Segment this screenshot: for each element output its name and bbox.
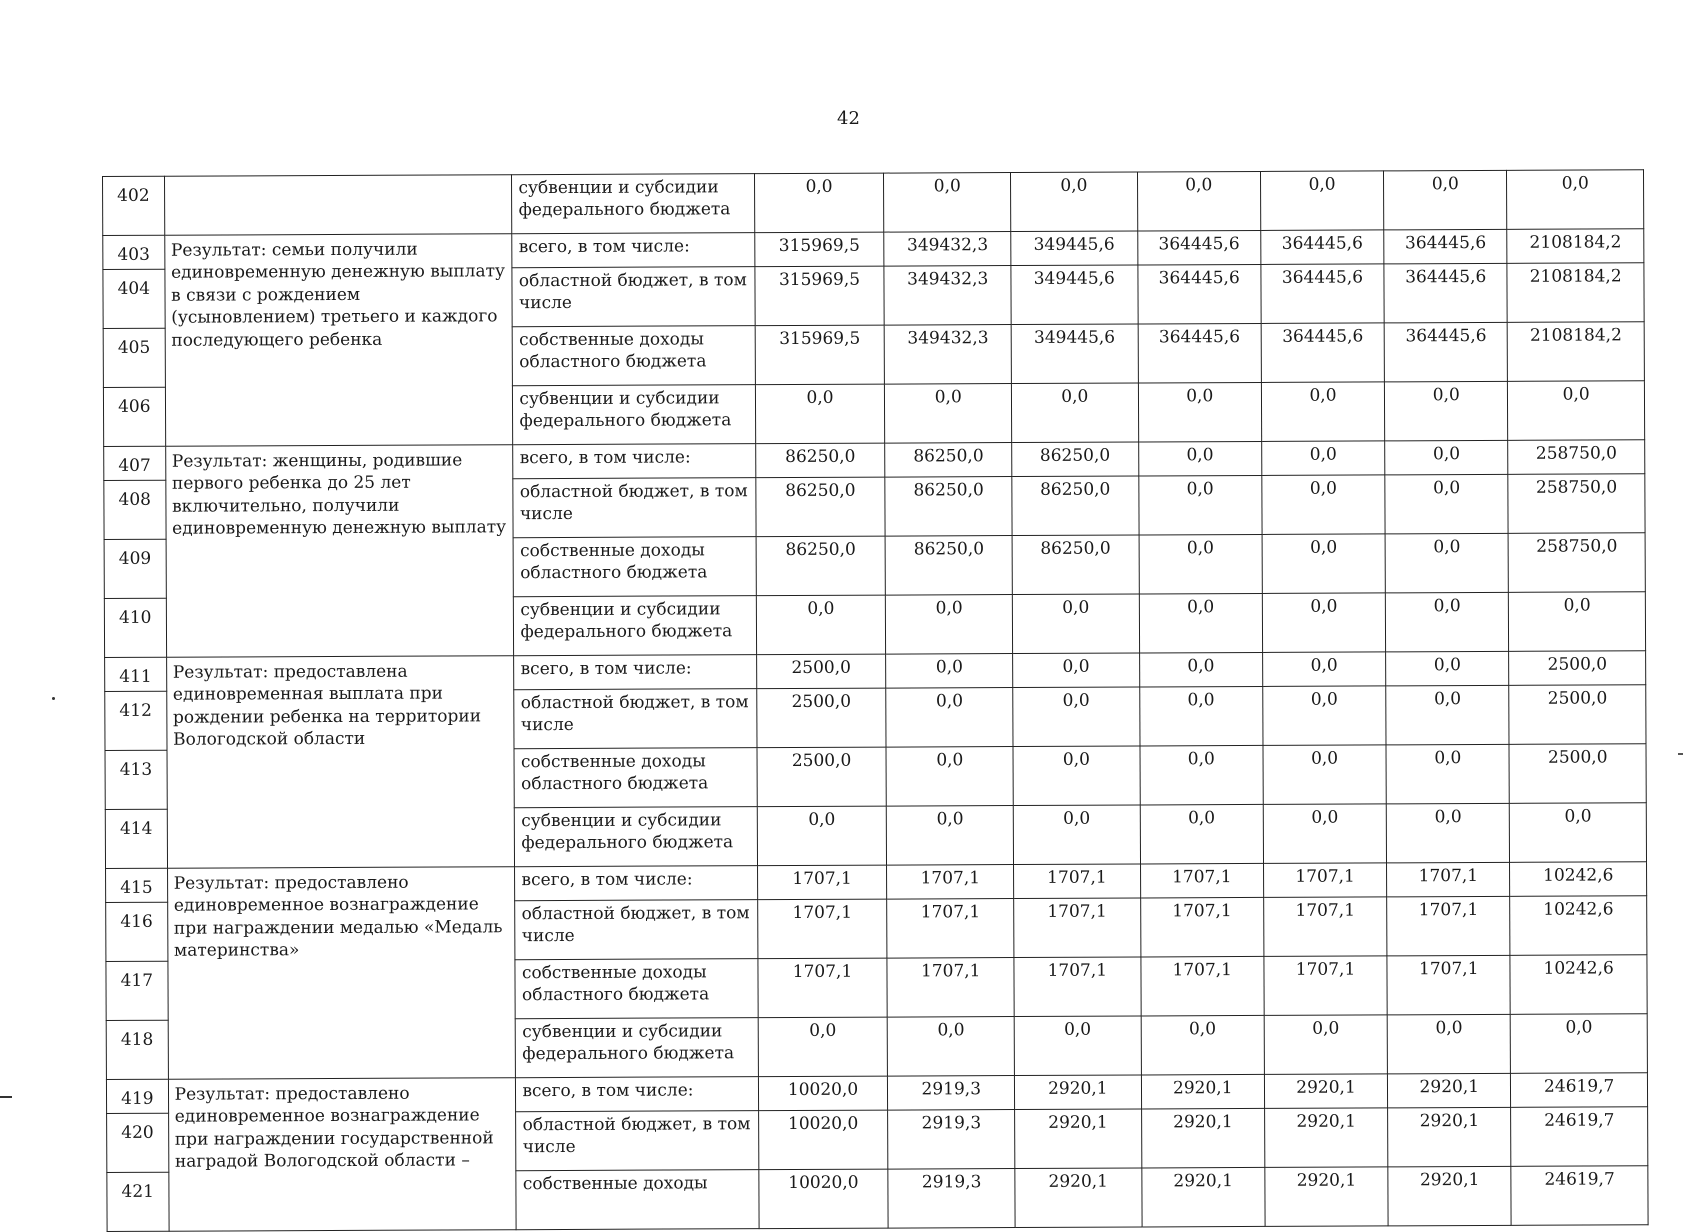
value-cell: 0,0 bbox=[1139, 593, 1263, 653]
value-cell: 0,0 bbox=[1139, 652, 1262, 687]
value-cell: 315969,5 bbox=[754, 266, 884, 326]
value-cell: 0,0 bbox=[886, 654, 1013, 689]
row-number-cell: 410 bbox=[104, 598, 166, 657]
total-value-cell: 2108184,2 bbox=[1507, 229, 1644, 264]
value-cell: 2500,0 bbox=[757, 747, 887, 807]
value-cell: 1707,1 bbox=[757, 865, 887, 900]
value-cell: 0,0 bbox=[1263, 686, 1387, 746]
row-number-cell: 406 bbox=[103, 387, 165, 446]
total-value-cell: 0,0 bbox=[1510, 803, 1647, 863]
budget-table bbox=[102, 169, 1649, 1232]
row-number-cell: 419 bbox=[106, 1079, 168, 1113]
value-cell: 349432,3 bbox=[884, 266, 1011, 326]
value-cell: 0,0 bbox=[885, 384, 1012, 444]
value-cell: 0,0 bbox=[884, 173, 1011, 233]
value-cell: 1707,1 bbox=[757, 899, 887, 959]
value-cell: 0,0 bbox=[1011, 172, 1138, 232]
total-value-cell: 0,0 bbox=[1508, 381, 1645, 441]
value-cell: 349445,6 bbox=[1011, 324, 1138, 384]
value-cell: 0,0 bbox=[1138, 441, 1261, 476]
row-number-cell: 409 bbox=[104, 539, 166, 598]
row-number-cell: 414 bbox=[105, 809, 167, 868]
value-cell: 0,0 bbox=[1137, 171, 1261, 231]
value-cell: 86250,0 bbox=[756, 536, 886, 596]
total-value-cell: 2500,0 bbox=[1509, 651, 1646, 686]
value-cell: 0,0 bbox=[1384, 170, 1508, 230]
row-number-cell: 403 bbox=[103, 235, 165, 269]
value-cell: 0,0 bbox=[755, 384, 885, 444]
funding-source-cell: собственные доходы областного бюджета bbox=[514, 748, 756, 808]
value-cell: 0,0 bbox=[1262, 475, 1386, 535]
funding-source-cell: субвенции и субсидии федерального бюджета bbox=[516, 1018, 758, 1078]
result-name-cell bbox=[164, 175, 512, 236]
value-cell: 0,0 bbox=[886, 747, 1013, 807]
value-cell: 1707,1 bbox=[1264, 956, 1388, 1016]
value-cell: 0,0 bbox=[1139, 686, 1263, 746]
value-cell: 86250,0 bbox=[886, 536, 1013, 596]
value-cell: 315969,5 bbox=[754, 232, 884, 267]
value-cell: 364445,6 bbox=[1384, 229, 1507, 264]
scan-mark bbox=[1678, 753, 1683, 755]
table-body bbox=[103, 170, 1649, 1232]
value-cell: 10020,0 bbox=[758, 1110, 888, 1170]
value-cell: 0,0 bbox=[1386, 685, 1510, 745]
value-cell: 2500,0 bbox=[756, 688, 886, 748]
value-cell: 1707,1 bbox=[1014, 957, 1141, 1017]
value-cell: 0,0 bbox=[1386, 803, 1510, 863]
value-cell: 2919,3 bbox=[888, 1110, 1015, 1170]
total-value-cell: 2500,0 bbox=[1509, 744, 1646, 804]
value-cell: 0,0 bbox=[1014, 1016, 1141, 1076]
total-value-cell: 24619,7 bbox=[1511, 1107, 1648, 1167]
total-value-cell: 24619,7 bbox=[1511, 1073, 1648, 1108]
value-cell: 364445,6 bbox=[1137, 230, 1260, 265]
value-cell: 0,0 bbox=[1011, 383, 1138, 443]
result-name-cell: Результат: семьи получили единовременную денежную выплату в связи с рождением (усыновлением) третьего и каждого последующего ребенка bbox=[164, 234, 513, 447]
value-cell: 0,0 bbox=[1385, 592, 1509, 652]
value-cell: 1707,1 bbox=[1387, 896, 1511, 956]
value-cell: 349445,6 bbox=[1011, 265, 1138, 325]
value-cell: 2500,0 bbox=[756, 654, 886, 689]
funding-source-cell: всего, в том числе: bbox=[515, 866, 757, 901]
value-cell: 0,0 bbox=[1385, 474, 1509, 534]
value-cell: 1707,1 bbox=[1141, 956, 1265, 1016]
value-cell: 0,0 bbox=[1138, 382, 1262, 442]
value-cell: 2920,1 bbox=[1141, 1167, 1265, 1227]
value-cell: 0,0 bbox=[1141, 1015, 1265, 1075]
value-cell: 10020,0 bbox=[758, 1076, 888, 1111]
value-cell: 0,0 bbox=[886, 688, 1013, 748]
value-cell: 10020,0 bbox=[758, 1169, 888, 1229]
total-value-cell: 2108184,2 bbox=[1508, 322, 1645, 382]
value-cell: 2920,1 bbox=[1141, 1108, 1265, 1168]
value-cell: 315969,5 bbox=[755, 325, 885, 385]
value-cell: 349432,3 bbox=[884, 232, 1011, 267]
total-value-cell: 258750,0 bbox=[1508, 440, 1645, 475]
total-value-cell: 0,0 bbox=[1511, 1014, 1648, 1074]
total-value-cell: 0,0 bbox=[1509, 592, 1646, 652]
value-cell: 0,0 bbox=[1262, 441, 1385, 476]
value-cell: 86250,0 bbox=[1012, 476, 1139, 536]
scan-mark bbox=[52, 697, 55, 700]
row-number-cell: 418 bbox=[106, 1020, 168, 1079]
value-cell: 0,0 bbox=[754, 173, 884, 233]
value-cell: 2920,1 bbox=[1265, 1167, 1389, 1227]
value-cell: 0,0 bbox=[1262, 652, 1385, 687]
value-cell: 1707,1 bbox=[1263, 863, 1386, 898]
value-cell: 1707,1 bbox=[887, 865, 1014, 900]
value-cell: 2920,1 bbox=[1388, 1107, 1512, 1167]
funding-source-cell: областной бюджет, в том числе bbox=[513, 478, 755, 538]
value-cell: 2920,1 bbox=[1264, 1074, 1387, 1109]
value-cell: 0,0 bbox=[886, 595, 1013, 655]
value-cell: 0,0 bbox=[1013, 653, 1140, 688]
total-value-cell: 2500,0 bbox=[1509, 685, 1646, 745]
funding-source-cell: областной бюджет, в том числе bbox=[516, 1111, 758, 1171]
value-cell: 349432,3 bbox=[885, 325, 1012, 385]
value-cell: 2920,1 bbox=[1264, 1108, 1388, 1168]
row-number-cell: 404 bbox=[103, 269, 165, 328]
value-cell: 0,0 bbox=[1139, 534, 1263, 594]
funding-source-cell: субвенции и субсидии федерального бюджета bbox=[515, 807, 757, 867]
value-cell: 364445,6 bbox=[1384, 263, 1508, 323]
total-value-cell: 258750,0 bbox=[1508, 474, 1645, 534]
value-cell: 1707,1 bbox=[1387, 955, 1511, 1015]
value-cell: 0,0 bbox=[1385, 440, 1508, 475]
total-value-cell: 258750,0 bbox=[1508, 533, 1645, 593]
funding-source-cell: областной бюджет, в том числе bbox=[515, 900, 757, 960]
value-cell: 2920,1 bbox=[1141, 1074, 1264, 1109]
row-number-cell: 413 bbox=[105, 750, 167, 809]
value-cell: 0,0 bbox=[758, 1017, 888, 1077]
value-cell: 0,0 bbox=[1261, 382, 1385, 442]
row-number-cell: 415 bbox=[106, 868, 168, 902]
value-cell: 0,0 bbox=[1138, 475, 1262, 535]
value-cell: 0,0 bbox=[1013, 746, 1140, 806]
row-number-cell: 421 bbox=[107, 1172, 169, 1231]
value-cell: 1707,1 bbox=[887, 958, 1014, 1018]
value-cell: 349445,6 bbox=[1011, 231, 1138, 266]
value-cell: 1707,1 bbox=[758, 958, 888, 1018]
value-cell: 0,0 bbox=[1140, 745, 1264, 805]
scan-mark bbox=[0, 1096, 12, 1098]
value-cell: 86250,0 bbox=[885, 477, 1012, 537]
funding-source-cell: всего, в том числе: bbox=[513, 444, 755, 479]
value-cell: 0,0 bbox=[1264, 1015, 1388, 1075]
value-cell: 1707,1 bbox=[1140, 897, 1264, 957]
value-cell: 364445,6 bbox=[1138, 264, 1262, 324]
row-number-cell: 411 bbox=[105, 657, 167, 691]
value-cell: 0,0 bbox=[1386, 651, 1509, 686]
funding-source-cell: субвенции и субсидии федерального бюджета bbox=[513, 385, 755, 445]
total-value-cell: 10242,6 bbox=[1510, 862, 1647, 897]
value-cell: 86250,0 bbox=[1012, 442, 1139, 477]
value-cell: 0,0 bbox=[1013, 805, 1140, 865]
value-cell: 0,0 bbox=[1386, 744, 1510, 804]
value-cell: 2919,3 bbox=[888, 1169, 1015, 1229]
table-row bbox=[103, 170, 1644, 236]
value-cell: 0,0 bbox=[1262, 534, 1386, 594]
value-cell: 364445,6 bbox=[1261, 264, 1385, 324]
funding-source-cell: собственные доходы областного бюджета bbox=[513, 326, 755, 386]
total-value-cell: 2108184,2 bbox=[1507, 263, 1644, 323]
funding-source-cell: собственные доходы областного бюджета bbox=[515, 959, 757, 1019]
row-number-cell: 408 bbox=[104, 480, 166, 539]
funding-source-cell: всего, в том числе: bbox=[516, 1077, 758, 1112]
funding-source-cell: собственные доходы bbox=[516, 1170, 758, 1230]
total-value-cell: 24619,7 bbox=[1511, 1166, 1648, 1226]
row-number-cell: 402 bbox=[103, 176, 165, 235]
result-name-cell: Результат: женщины, родившие первого ребенка до 25 лет включительно, получили единовременную денежную выплату bbox=[165, 445, 514, 658]
funding-source-cell: всего, в том числе: bbox=[512, 233, 754, 268]
row-number-cell: 416 bbox=[106, 902, 168, 961]
value-cell: 0,0 bbox=[888, 1017, 1015, 1077]
value-cell: 364445,6 bbox=[1138, 323, 1262, 383]
value-cell: 86250,0 bbox=[885, 443, 1012, 478]
value-cell: 1707,1 bbox=[1014, 898, 1141, 958]
value-cell: 0,0 bbox=[1385, 533, 1509, 593]
value-cell: 2920,1 bbox=[1015, 1168, 1142, 1228]
value-cell: 2920,1 bbox=[1015, 1109, 1142, 1169]
funding-source-cell: субвенции и субсидии федерального бюджета bbox=[514, 596, 756, 656]
funding-source-cell: субвенции и субсидии федерального бюджета bbox=[512, 174, 754, 234]
value-cell: 0,0 bbox=[1263, 804, 1387, 864]
value-cell: 2920,1 bbox=[1388, 1073, 1511, 1108]
row-number-cell: 412 bbox=[105, 691, 167, 750]
row-number-cell: 420 bbox=[107, 1113, 169, 1172]
funding-source-cell: областной бюджет, в том числе bbox=[512, 267, 754, 327]
result-name-cell: Результат: предоставлено единовременное вознаграждение при награждении государственной наградой Вологодской области – bbox=[168, 1078, 516, 1232]
value-cell: 0,0 bbox=[1140, 804, 1264, 864]
value-cell: 0,0 bbox=[1013, 687, 1140, 747]
value-cell: 1707,1 bbox=[1264, 897, 1388, 957]
total-value-cell: 10242,6 bbox=[1510, 955, 1647, 1015]
value-cell: 2920,1 bbox=[1014, 1075, 1141, 1110]
value-cell: 364445,6 bbox=[1261, 230, 1384, 265]
total-value-cell: 0,0 bbox=[1507, 170, 1644, 230]
page-number: 42 bbox=[837, 108, 860, 129]
value-cell: 86250,0 bbox=[755, 443, 885, 478]
value-cell: 0,0 bbox=[757, 806, 887, 866]
value-cell: 1707,1 bbox=[1014, 864, 1141, 899]
value-cell: 2919,3 bbox=[888, 1076, 1015, 1111]
value-cell: 364445,6 bbox=[1384, 322, 1508, 382]
value-cell: 86250,0 bbox=[755, 477, 885, 537]
result-name-cell: Результат: предоставлена единовременная выплата при рождении ребенка на территории Вологодской области bbox=[166, 656, 515, 869]
value-cell: 1707,1 bbox=[1387, 862, 1510, 897]
value-cell: 0,0 bbox=[1012, 594, 1139, 654]
value-cell: 1707,1 bbox=[1140, 863, 1263, 898]
budget-table-container bbox=[102, 169, 1649, 1232]
row-number-cell: 407 bbox=[104, 446, 166, 480]
funding-source-cell: собственные доходы областного бюджета bbox=[514, 537, 756, 597]
value-cell: 0,0 bbox=[887, 806, 1014, 866]
value-cell: 364445,6 bbox=[1261, 323, 1385, 383]
total-value-cell: 10242,6 bbox=[1510, 896, 1647, 956]
row-number-cell: 417 bbox=[106, 961, 168, 1020]
value-cell: 0,0 bbox=[1385, 381, 1509, 441]
row-number-cell: 405 bbox=[103, 328, 165, 387]
funding-source-cell: областной бюджет, в том числе bbox=[514, 689, 756, 749]
value-cell: 0,0 bbox=[1262, 593, 1386, 653]
value-cell: 2920,1 bbox=[1388, 1166, 1512, 1226]
value-cell: 0,0 bbox=[1263, 745, 1387, 805]
result-name-cell: Результат: предоставлено единовременное вознаграждение при награждении медалью «Медаль материнства» bbox=[167, 867, 516, 1080]
value-cell: 0,0 bbox=[1260, 171, 1384, 231]
funding-source-cell: всего, в том числе: bbox=[514, 655, 756, 690]
value-cell: 1707,1 bbox=[887, 899, 1014, 959]
value-cell: 0,0 bbox=[756, 595, 886, 655]
value-cell: 0,0 bbox=[1387, 1014, 1511, 1074]
value-cell: 86250,0 bbox=[1012, 535, 1139, 595]
